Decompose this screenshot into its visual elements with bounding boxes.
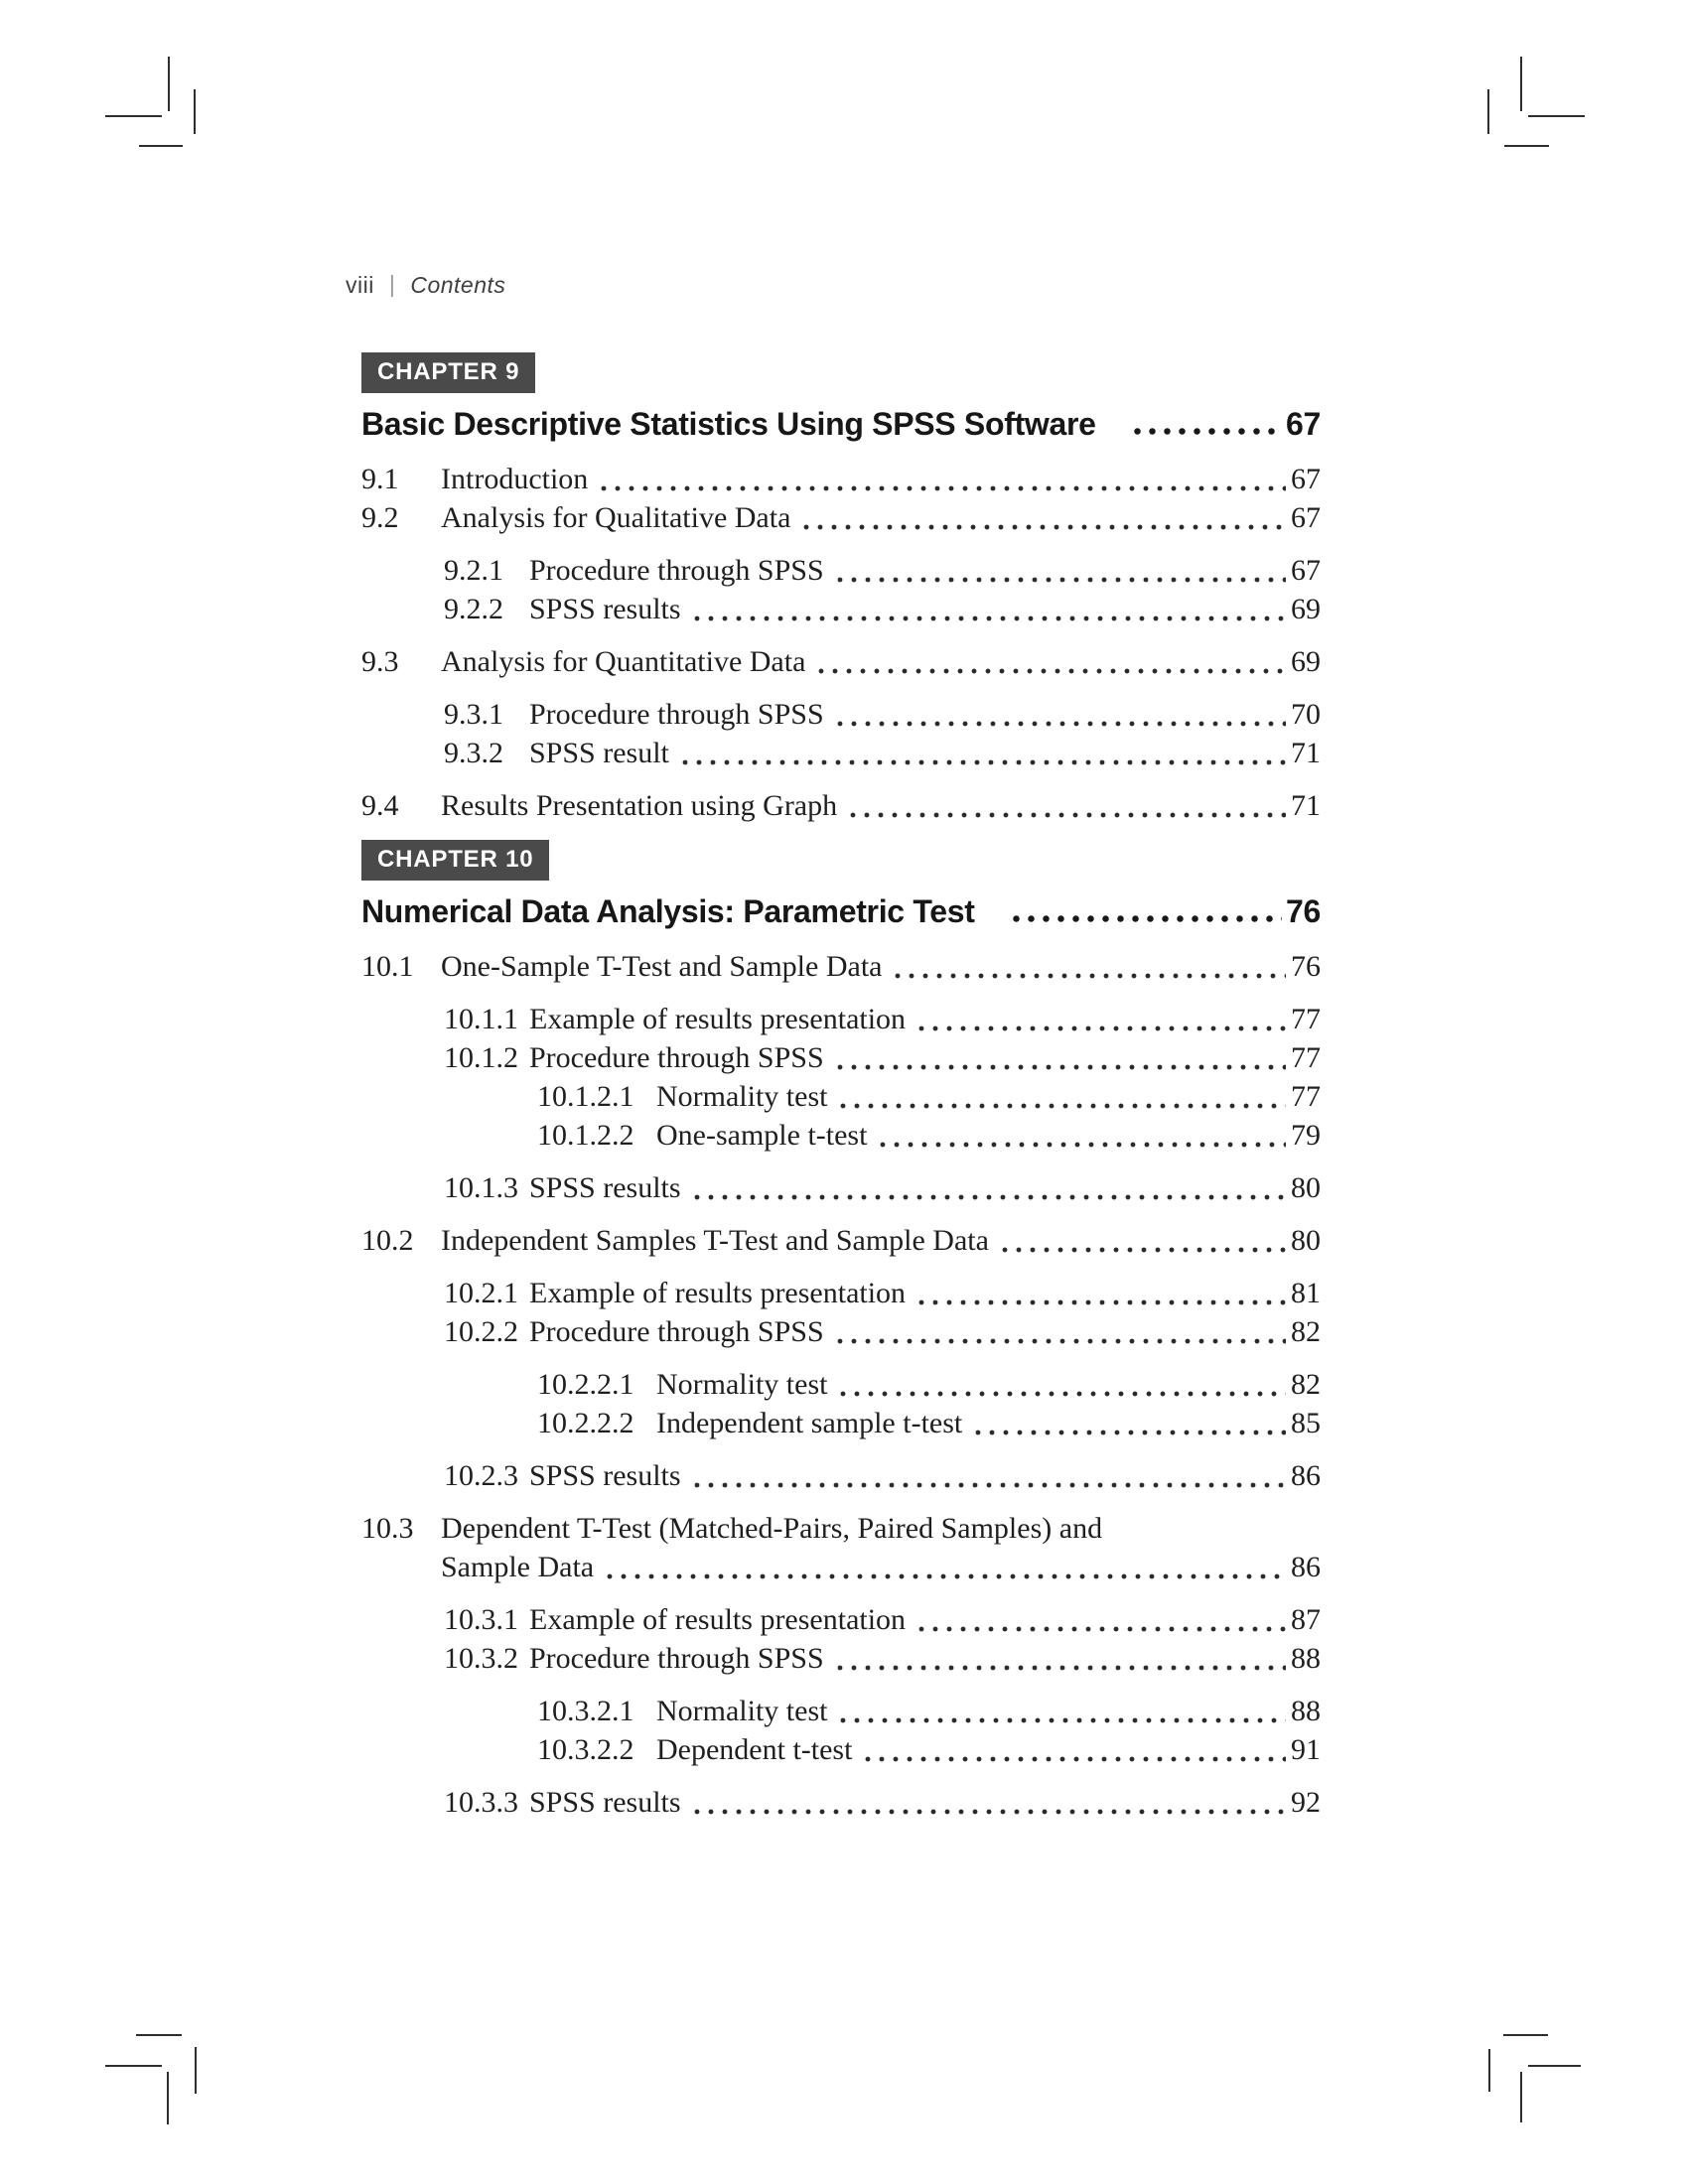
crop-mark (1520, 2072, 1522, 2122)
chapter-title-row (361, 890, 1321, 932)
dot-leader (603, 1548, 1286, 1586)
entry-label: SPSS results (529, 1786, 681, 1819)
crop-mark (168, 57, 170, 111)
entry-page-number: 77 (1291, 1041, 1321, 1074)
dot-leader (1130, 403, 1282, 445)
entry-number: 10.3.2 (444, 1642, 518, 1675)
entry-page-number: 80 (1291, 1224, 1321, 1257)
toc-entry (361, 1548, 1321, 1586)
dot-leader (690, 590, 1286, 628)
chapter-page-number: 67 (1286, 406, 1321, 442)
toc-entry (444, 1456, 1321, 1495)
entry-label: Normality test (656, 1695, 828, 1727)
entry-page-number: 69 (1291, 645, 1321, 678)
entry-page-number: 85 (1291, 1407, 1321, 1439)
entry-number: 9.3.1 (444, 698, 503, 731)
entry-label: Independent Samples T-Test and Sample Data (441, 1224, 989, 1257)
dot-leader (846, 786, 1286, 825)
chapter-badge: CHAPTER 10 (361, 840, 549, 881)
dot-leader (836, 1077, 1286, 1116)
toc-entry (444, 1639, 1321, 1678)
dot-leader (891, 947, 1286, 986)
toc-entry (444, 1600, 1321, 1639)
dot-leader (1009, 890, 1282, 932)
entry-number: 10.3.2.1 (537, 1695, 634, 1727)
entry-label: Analysis for Qualitative Data (441, 501, 791, 534)
entry-number: 10.3.3 (444, 1786, 518, 1819)
entry-page-number: 67 (1291, 463, 1321, 495)
entry-label: Normality test (656, 1368, 828, 1401)
dot-leader (833, 1038, 1286, 1077)
running-head (346, 272, 505, 299)
dot-leader (836, 1365, 1286, 1404)
toc-entry (444, 551, 1321, 590)
entry-page-number: 91 (1291, 1733, 1321, 1766)
toc-entry (444, 1312, 1321, 1351)
folio-separator: | (388, 271, 396, 297)
toc-entry (537, 1116, 1321, 1155)
toc-entry (361, 498, 1321, 537)
crop-mark (1528, 2065, 1581, 2067)
entry-page-number: 79 (1291, 1119, 1321, 1152)
entry-page-number: 81 (1291, 1277, 1321, 1309)
running-head-title: Contents (410, 272, 506, 298)
entry-label: Procedure through SPSS (529, 698, 824, 731)
dot-leader (971, 1404, 1286, 1442)
crop-mark (1487, 89, 1489, 134)
dot-leader (914, 1274, 1286, 1312)
crop-mark (195, 2047, 197, 2094)
toc-entry (361, 460, 1321, 498)
dot-leader (690, 1783, 1286, 1822)
entry-page-number: 82 (1291, 1368, 1321, 1401)
crop-mark (139, 145, 183, 147)
entry-label: SPSS result (529, 737, 669, 769)
toc-entry (361, 1509, 1321, 1548)
entry-label: Procedure through SPSS (529, 1315, 824, 1348)
entry-label: Procedure through SPSS (529, 1642, 824, 1675)
entry-page-number: 86 (1291, 1459, 1321, 1492)
entry-number: 10.2.1 (444, 1277, 518, 1309)
entry-number: 10.3.1 (444, 1603, 518, 1636)
entry-label: Example of results presentation (529, 1603, 907, 1636)
toc-entry (361, 947, 1321, 986)
entry-number: 10.2.3 (444, 1459, 518, 1492)
entry-page-number: 67 (1291, 554, 1321, 587)
entry-number: 10.1.1 (444, 1003, 518, 1035)
dot-leader (876, 1116, 1286, 1155)
crop-mark (1503, 2034, 1548, 2036)
entry-label: Independent sample t-test (656, 1407, 963, 1439)
page-folio: viii (346, 272, 374, 298)
entry-page-number: 67 (1291, 501, 1321, 534)
chapter-title: Basic Descriptive Statistics Using SPSS Software (361, 406, 1096, 442)
entry-page-number: 82 (1291, 1315, 1321, 1348)
toc-entry (444, 734, 1321, 772)
entry-page-number: 77 (1291, 1080, 1321, 1113)
toc-entry (444, 695, 1321, 734)
dot-leader (861, 1730, 1286, 1769)
chapter-entries (361, 460, 1321, 825)
entry-number: 9.2.2 (444, 593, 503, 625)
dot-leader (914, 1000, 1286, 1038)
chapter-entries (361, 947, 1321, 1822)
entry-page-number: 69 (1291, 593, 1321, 625)
entry-number: 10.1.2.2 (537, 1119, 634, 1152)
entry-number: 10.1.3 (444, 1171, 518, 1204)
entry-number: 10.2 (361, 1224, 414, 1257)
chapter-section (361, 352, 1321, 825)
dot-leader (833, 1639, 1286, 1678)
toc-entry (361, 642, 1321, 681)
entry-number: 10.2.2 (444, 1315, 518, 1348)
entry-label: Analysis for Quantitative Data (441, 645, 806, 678)
entry-page-number: 88 (1291, 1642, 1321, 1675)
entry-number: 10.1.2 (444, 1041, 518, 1074)
entry-number: 9.3.2 (444, 737, 503, 769)
toc-entry (444, 1000, 1321, 1038)
entry-number: 10.1 (361, 950, 414, 983)
entry-page-number: 87 (1291, 1603, 1321, 1636)
entry-number: 10.3.2.2 (537, 1733, 634, 1766)
entry-label: Example of results presentation (529, 1003, 907, 1035)
entry-number: 10.3 (361, 1512, 414, 1545)
toc-entry (537, 1404, 1321, 1442)
crop-mark (167, 2072, 169, 2124)
entry-number: 9.4 (361, 789, 399, 822)
entry-label: Results Presentation using Graph (441, 789, 838, 822)
dot-leader (998, 1221, 1286, 1260)
dot-leader (690, 1168, 1286, 1207)
entry-page-number: 71 (1291, 737, 1321, 769)
entry-page-number: 77 (1291, 1003, 1321, 1035)
chapter-page-number: 76 (1286, 893, 1321, 929)
entry-label: Procedure through SPSS (529, 554, 824, 587)
toc-entry (444, 1274, 1321, 1312)
crop-mark (1520, 57, 1522, 111)
toc-entry (444, 1168, 1321, 1207)
entry-page-number: 88 (1291, 1695, 1321, 1727)
crop-mark (194, 89, 196, 134)
entry-label: Dependent t-test (656, 1733, 853, 1766)
toc-entry (537, 1730, 1321, 1769)
crop-mark (105, 2065, 162, 2067)
toc-entry (537, 1077, 1321, 1116)
dot-leader (836, 1692, 1286, 1730)
dot-leader (597, 460, 1286, 498)
entry-number: 9.1 (361, 463, 399, 495)
entry-number: 9.3 (361, 645, 399, 678)
entry-number: 9.2.1 (444, 554, 503, 587)
chapter-badge: CHAPTER 9 (361, 352, 535, 393)
entry-number: 10.2.2.2 (537, 1407, 634, 1439)
entry-page-number: 92 (1291, 1786, 1321, 1819)
entry-label: Introduction (441, 463, 589, 495)
toc-chapters (361, 352, 1321, 1822)
entry-label: Normality test (656, 1080, 828, 1113)
dot-leader (814, 642, 1286, 681)
chapter-title-row (361, 403, 1321, 445)
toc-entry (537, 1692, 1321, 1730)
dot-leader (690, 1456, 1286, 1495)
dot-leader (833, 695, 1286, 734)
dot-leader (833, 551, 1286, 590)
chapter-title: Numerical Data Analysis: Parametric Test (361, 893, 975, 929)
entry-number: 10.1.2.1 (537, 1080, 634, 1113)
dot-leader (914, 1600, 1286, 1639)
crop-mark (1528, 115, 1585, 117)
toc-entry (444, 1038, 1321, 1077)
entry-label: Procedure through SPSS (529, 1041, 824, 1074)
crop-mark (136, 2034, 182, 2036)
entry-number: 9.2 (361, 501, 399, 534)
dot-leader (799, 498, 1286, 537)
entry-label: Dependent T-Test (Matched-Pairs, Paired Samples) and (441, 1512, 1103, 1545)
entry-page-number: 70 (1291, 698, 1321, 731)
entry-page-number: 71 (1291, 789, 1321, 822)
entry-label: SPSS results (529, 1459, 681, 1492)
dot-leader (833, 1312, 1286, 1351)
toc-entry (537, 1365, 1321, 1404)
entry-page-number: 76 (1291, 950, 1321, 983)
entry-label: Example of results presentation (529, 1277, 907, 1309)
entry-label: SPSS results (529, 1171, 681, 1204)
entry-page-number: 80 (1291, 1171, 1321, 1204)
entry-label: Sample Data (441, 1551, 595, 1583)
toc-entry (361, 786, 1321, 825)
entry-page-number: 86 (1291, 1551, 1321, 1583)
crop-mark (1488, 2049, 1490, 2092)
crop-mark (1504, 145, 1549, 147)
dot-leader (678, 734, 1286, 772)
entry-number: 10.2.2.1 (537, 1368, 634, 1401)
entry-label: One-Sample T-Test and Sample Data (441, 950, 883, 983)
entry-label: SPSS results (529, 593, 681, 625)
chapter-section (361, 840, 1321, 1822)
toc-entry (361, 1221, 1321, 1260)
toc-entry (444, 1783, 1321, 1822)
entry-label: One-sample t-test (656, 1119, 868, 1152)
crop-mark (105, 115, 162, 117)
toc-entry (444, 590, 1321, 628)
